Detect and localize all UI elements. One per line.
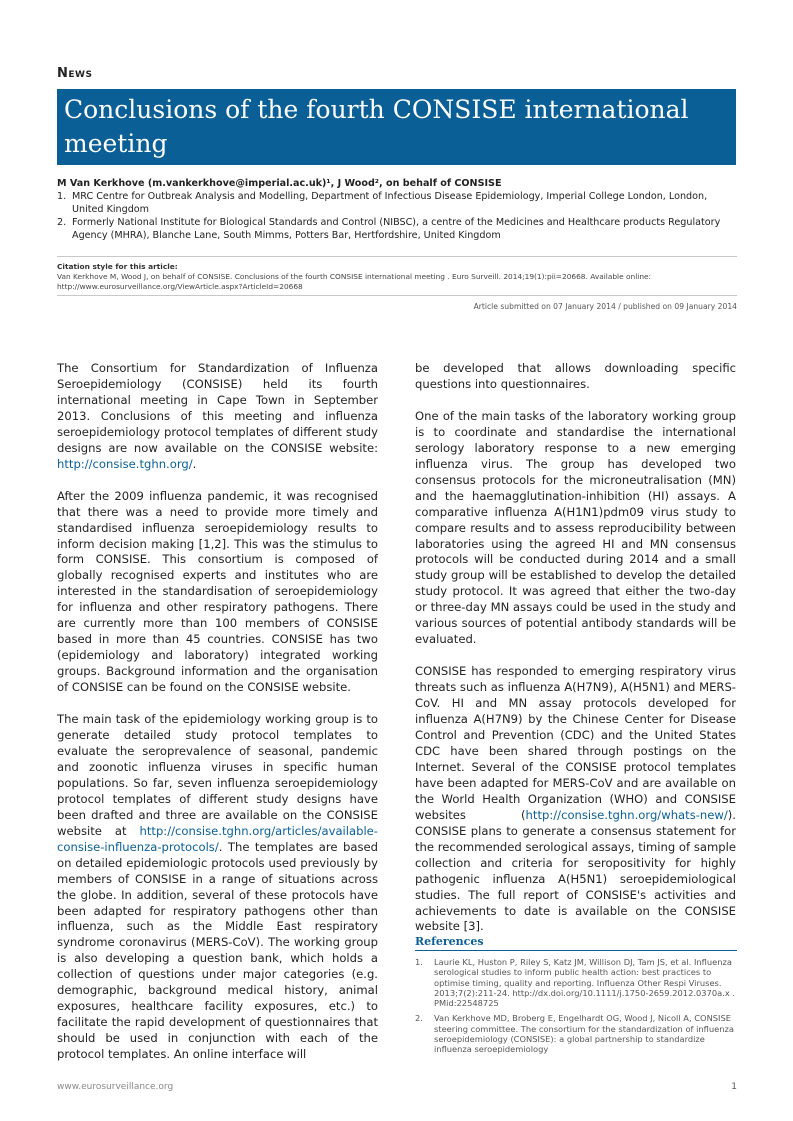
paragraph <box>57 712 378 1063</box>
authors-block <box>57 177 737 242</box>
article-title: Conclusions of the fourth CONSISE international meeting <box>64 95 689 158</box>
reference-text: Van Kerkhove MD, Broberg E, Engelhardt OG, Wood J, Nicoll A, CONSISE steering committee. The consortium for the standardization of influenza seroepidemiology (CONSISE): a global partnership to standardize influenza seroepidemiology <box>434 1013 734 1055</box>
references-list <box>415 957 737 1055</box>
author-names: M Van Kerkhove (m.vankerkhove@imperial.ac.uk)¹, J Wood², on behalf of CONSISE <box>57 178 502 189</box>
divider <box>57 256 737 257</box>
reference-item <box>415 1013 737 1054</box>
paragraph <box>57 361 378 473</box>
references-heading: References <box>415 935 737 951</box>
paragraph <box>415 664 736 935</box>
references-section <box>415 935 737 1060</box>
whats-new-link[interactable]: http://consise.tghn.org/whats-new/ <box>525 807 728 822</box>
text-run: The Consortium for Standardization of Influenza Seroepidemiology (CONSISE) held its fourth international meeting in Cape Town in September 2013. Conclusions of this meeting and influenza seroepidemiology protocol templates of different study designs are now available on the CONSISE website: <box>57 361 378 455</box>
citation-label: Citation style for this article: <box>57 262 178 271</box>
text-run: . The templates are based on detailed epidemiologic protocols used previously by members of CONSISE in a range of situations across the globe. In addition, several of these protocols have been adapted for respiratory pathogens other than influenza, such as the Middle East respiratory syndrome coronavirus (MERS-CoV). The working group is also developing a question bank, which holds a collection of questions under major categories (e.g. demographic, background medical history, animal exposures, healthcare facility exposures, etc.) to facilitate the rapid development of questionnaires that should be used in conjunction with each of the protocol templates. An online interface will <box>57 839 378 1062</box>
affiliation-number: 1. <box>57 191 67 202</box>
submission-dates: Article submitted on 07 January 2014 / published on 09 January 2014 <box>473 302 737 311</box>
protocols-link[interactable]: http://consise.tghn.org/articles/available-consise-influenza-protocols/ <box>57 823 378 854</box>
affiliation <box>57 216 737 242</box>
section-label: News <box>57 66 93 81</box>
body-column-right <box>415 361 736 951</box>
paragraph: After the 2009 influenza pandemic, it was recognised that there was a need to provide more timely and standardised influenza seroepidemiology results to inform decision making [1,2]. This was the stimulus to form CONSISE. This consortium is composed of globally recognised experts and institutes who are interested in the standardisation of seroepidemiology for influenza and other respiratory pathogens. There are currently more than 100 members of CONSISE based in more than 45 countries. CONSISE has two (epidemiology and laboratory) integrated working groups. Background information and the organisation of CONSISE can be found on the CONSISE website. <box>57 488 378 695</box>
page-number: 1 <box>731 1082 737 1092</box>
body-column-left <box>57 361 378 1079</box>
citation-block <box>57 262 737 292</box>
text-run: ). CONSISE plans to generate a consensus statement for the recommended serological assays, timing of sample collection and criteria for seropositivity for highly pathogenic influenza A(H5N1) seroepidemiological studies. The full report of CONSISE's activities and achievements to date is available on the CONSISE website [3]. <box>415 807 736 934</box>
affiliation-text: Formerly National Institute for Biological Standards and Control (NIBSC), a centre of the Medicines and Healthcare products Regulatory Agency (MHRA), Blanche Lane, South Mimms, Potters Bar, Hertfordshire, United Kingdom <box>72 217 721 241</box>
text-run: CONSISE has responded to emerging respiratory virus threats such as influenza A(H7N9), A(H5N1) and MERS-CoV. HI and MN assay protocols developed for influenza A(H7N9) by the Chinese Center for Disease Control and Prevention (CDC) and the United States CDC have been shared through postings on the Internet. Several of the CONSISE protocol templates have been adapted for MERS-CoV and are available on the World Health Organization (WHO) and CONSISE websites ( <box>415 664 736 822</box>
paragraph: be developed that allows downloading specific questions into questionnaires. <box>415 361 736 391</box>
footer-url: www.eurosurveillance.org <box>57 1082 174 1092</box>
citation-text: Van Kerkhove M, Wood J, on behalf of CONSISE. Conclusions of the fourth CONSISE international meeting . Euro Surveill. 2014;19(1):pii=20668. Available online: http://www.eurosurveillance.org/ViewArticle.aspx?ArticleId=20668 <box>57 272 652 291</box>
reference-text: Laurie KL, Huston P, Riley S, Katz JM, Willison DJ, Tam JS, et al. Influenza serological studies to inform public health action: best practices to optimise timing, quality and reporting. Influenza Other Respi Viruses. 2013;7(2):211-24. http://dx.doi.org/10.1111/j.1750-2659.2012.0370a.x . PMid:22548725 <box>434 957 736 1009</box>
affiliation-text: MRC Centre for Outbreak Analysis and Modelling, Department of Infectious Disease Epidemiology, Imperial College London, London, United Kingdom <box>72 191 708 215</box>
text-run: . <box>192 456 197 471</box>
affiliation-number: 2. <box>57 217 67 228</box>
reference-number: 2. <box>415 1013 423 1024</box>
reference-item <box>415 957 737 1008</box>
paragraph: One of the main tasks of the laboratory working group is to coordinate and standardise the international serology laboratory response to a new emerging influenza virus. The group has developed two consensus protocols for the microneutralisation (MN) and the haemagglutination-inhibition (HI) assays. A comparative influenza A(H1N1)pdm09 virus study to compare results and to assess reproducibility between laboratories using the agreed HI and MN consensus protocols will be conducted during 2014 and a small study group will be established to develop the detailed study protocol. It was agreed that either the two-day or three-day MN assays could be used in the study and various sources of potential antibody standards will be evaluated. <box>415 408 736 647</box>
divider <box>57 295 737 296</box>
text-run: The main task of the epidemiology working group is to generate detailed study protocol templates to evaluate the seroprevalence of seasonal, pandemic and zoonotic influenza viruses in specific human populations. So far, seven influenza seroepidemiology protocol templates of different study designs have been drafted and three are available on the CONSISE website at <box>57 712 378 838</box>
consise-website-link[interactable]: http://consise.tghn.org/ <box>57 456 193 471</box>
affiliation <box>57 190 737 216</box>
title-banner <box>57 89 736 165</box>
reference-number: 1. <box>415 957 423 967</box>
